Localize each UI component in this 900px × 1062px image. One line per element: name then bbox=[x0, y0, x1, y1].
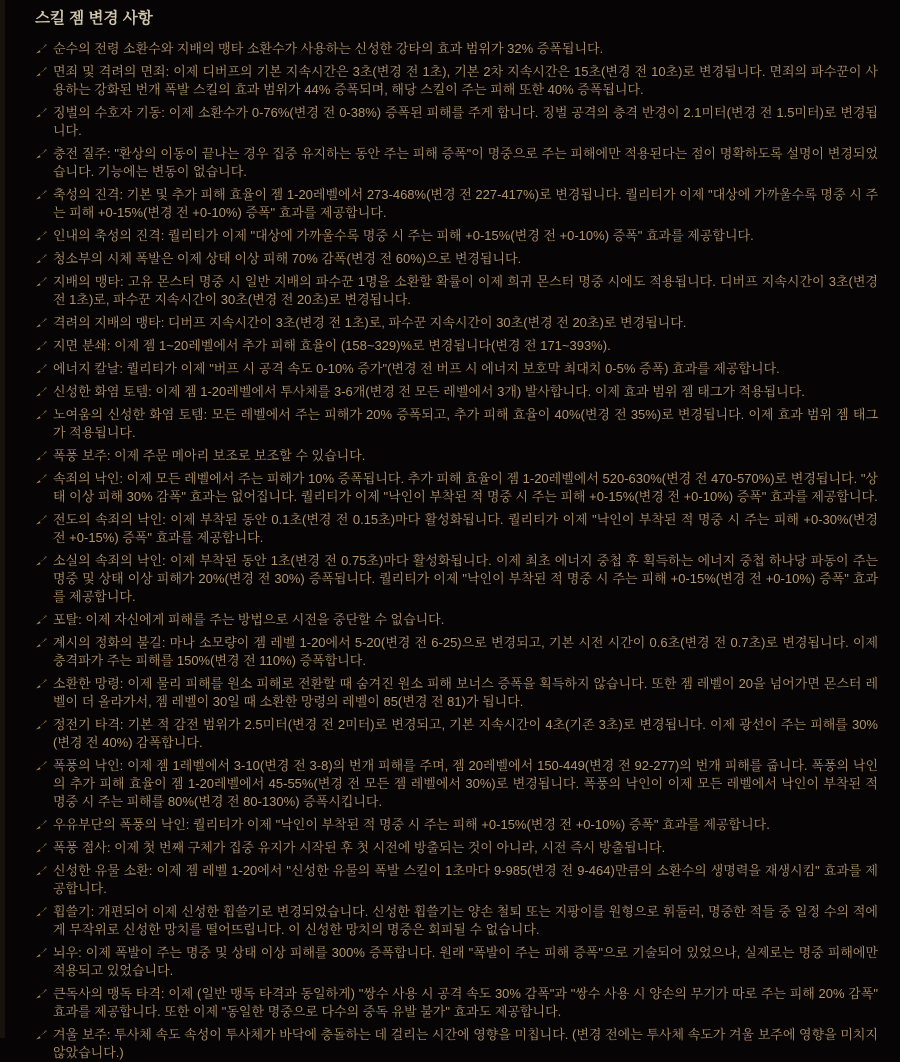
change-note-text: 신성한 유물 소환: 이제 젬 레벨 1-20에서 "신성한 유물의 폭발 스킬이 1초마다 9-985(변경 전 9-464)만큼의 소환수의 생명력을 재생시킴" 효과를 제공합니다. bbox=[53, 863, 878, 896]
arrow-bullet-icon bbox=[35, 254, 48, 265]
change-note-text: 겨울 보주: 투사체 속도 속성이 투사체가 바닥에 충돌하는 데 걸리는 시간에 영향을 미칩니다. (변경 전에는 투사체 속도가 겨울 보주에 영향을 미치지 않았습니다.) bbox=[53, 1027, 878, 1060]
arrow-bullet-icon bbox=[35, 231, 48, 242]
change-note-text: 뇌우: 이제 폭발이 주는 명중 및 상태 이상 피해를 300% 증폭합니다. 원래 "폭발이 주는 피해 증폭"으로 기술되어 있었으나, 실제로는 명중 피해에만 적용되고 있었습니다. bbox=[53, 945, 878, 978]
change-note-text: 지면 분쇄: 이제 젬 1~20레벨에서 추가 피해 효율이 (158~329)%로 변경됩니다(변경 전 171~393%). bbox=[53, 338, 611, 353]
arrow-bullet-icon bbox=[35, 907, 48, 918]
arrow-bullet-icon bbox=[35, 44, 48, 55]
list-item bbox=[35, 944, 878, 980]
change-note-text: 노여움의 신성한 화염 토템: 모든 레벨에서 주는 피해가 20% 증폭되고, 추가 피해 효율이 40%(변경 전 35%)로 변경됩니다. 이제 효과 범위 젬 태그가 적용됩니다. bbox=[53, 407, 878, 440]
list-item bbox=[35, 40, 878, 58]
arrow-bullet-icon bbox=[35, 341, 48, 352]
change-note-text: 폭풍의 낙인: 이제 젬 1레벨에서 3-10(변경 전 3-8)의 번개 피해를 주며, 젬 20레벨에서 150-449(변경 전 92-277)의 번개 피해를 줍니다. 폭풍의 낙인의 추가 피해 효율이 젬 1-20레벨에서 45-55%(변경 전 모든 젬 레벨에서 30%)로 변경됩니다. 폭풍의 낙인이 이제 모든 레벨에서 낙인이 부착된 적 명중 시 주는 피해를 80%(변경 전 80-130%) 증폭시킵니다. bbox=[53, 758, 878, 809]
list-item bbox=[35, 470, 878, 506]
change-note-text: 포탈: 이제 자신에게 피해를 주는 방법으로 시전을 중단할 수 없습니다. bbox=[53, 612, 445, 627]
list-item bbox=[35, 145, 878, 181]
change-note-text: 폭풍 보주: 이제 주문 메아리 보조로 보조할 수 있습니다. bbox=[53, 448, 366, 463]
change-note-text: 인내의 축성의 진격: 퀄리티가 이제 "대상에 가까울수록 명중 시 주는 피해 +0-15%(변경 전 +0-10%) 증폭" 효과를 제공합니다. bbox=[53, 228, 754, 243]
change-note-text: 소실의 속죄의 낙인: 이제 부착된 동안 1초(변경 전 0.75초)마다 활성화됩니다. 이제 최초 에너지 중첩 후 획득하는 에너지 중첩 하나당 파동이 주는 명중 및 상태 이상 피해가 20%(변경 전 30%) 증폭됩니다. 퀄리티가 이제 "낙인이 부착된 적 명중 시 주는 피해 +0-15%(변경 전 +0-10%) 증폭" 효과를 제공합니다. bbox=[53, 553, 878, 604]
list-item bbox=[35, 611, 878, 629]
arrow-bullet-icon bbox=[35, 474, 48, 485]
arrow-bullet-icon bbox=[35, 364, 48, 375]
arrow-bullet-icon bbox=[35, 277, 48, 288]
change-note-text: 에너지 칼날: 퀄리티가 이제 "버프 시 공격 속도 0-10% 증가"(변경 전 버프 시 에너지 보호막 최대치 0-5% 증폭) 효과를 제공합니다. bbox=[53, 361, 780, 376]
arrow-bullet-icon bbox=[35, 149, 48, 160]
arrow-bullet-icon bbox=[35, 410, 48, 421]
arrow-bullet-icon bbox=[35, 720, 48, 731]
list-item bbox=[35, 383, 878, 401]
list-item bbox=[35, 314, 878, 332]
arrow-bullet-icon bbox=[35, 318, 48, 329]
change-list bbox=[35, 40, 878, 1062]
list-item bbox=[35, 675, 878, 711]
arrow-bullet-icon bbox=[35, 190, 48, 201]
arrow-bullet-icon bbox=[35, 843, 48, 854]
page-edge-strip bbox=[0, 0, 5, 1038]
change-note-text: 순수의 전령 소환수와 지배의 맹타 소환수가 사용하는 신성한 강타의 효과 범위가 32% 증폭됩니다. bbox=[53, 41, 604, 56]
change-note-text: 전도의 속죄의 낙인: 이제 부착된 동안 0.1초(변경 전 0.15초)마다 활성화됩니다. 퀄리티가 이제 "낙인이 부착된 적 명중 시 주는 피해 +0-30%(변경 전 +0-15%) 증폭" 효과를 제공합니다. bbox=[53, 512, 878, 545]
arrow-bullet-icon bbox=[35, 387, 48, 398]
arrow-bullet-icon bbox=[35, 1030, 48, 1041]
list-item bbox=[35, 816, 878, 834]
change-note-text: 폭풍 점사: 이제 첫 번째 구체가 집중 유지가 시작된 후 첫 시전에 방출되는 것이 아니라, 시전 즉시 방출됩니다. bbox=[53, 840, 666, 855]
list-item bbox=[35, 250, 878, 268]
list-item bbox=[35, 104, 878, 140]
arrow-bullet-icon bbox=[35, 761, 48, 772]
arrow-bullet-icon bbox=[35, 451, 48, 462]
change-note-text: 정전기 타격: 기본 적 감전 범위가 2.5미터(변경 전 2미터)로 변경되고, 기본 지속시간이 4초(기존 3초)로 변경됩니다. 이제 광선이 주는 피해를 30%(변경 전 40%) 감폭합니다. bbox=[53, 717, 878, 750]
arrow-bullet-icon bbox=[35, 615, 48, 626]
change-note-text: 속죄의 낙인: 이제 모든 레벨에서 주는 피해가 10% 증폭됩니다. 추가 피해 효율이 젬 1-20레벨에서 520-630%(변경 전 470-570%)로 변경됩니다. "상태 이상 피해 30% 감폭" 효과는 없어집니다. 퀄리티가 이제 "낙인이 부착된 적 명중 시 주는 피해 +0-15%(변경 전 +0-10%) 증폭" 효과를 제공합니다. bbox=[53, 471, 878, 504]
list-item bbox=[35, 716, 878, 752]
arrow-bullet-icon bbox=[35, 108, 48, 119]
page-title: 스킬 젬 변경 사항 bbox=[35, 10, 153, 27]
list-item bbox=[35, 360, 878, 378]
change-note-text: 신성한 화염 토템: 이제 젬 1-20레벨에서 투사체를 3-6개(변경 전 모든 레벨에서 3개) 발사합니다. 이제 효과 범위 젬 태그가 적용됩니다. bbox=[53, 384, 805, 399]
list-item bbox=[35, 186, 878, 222]
change-note-text: 휩쓸기: 개편되어 이제 신성한 휩쓸기로 변경되었습니다. 신성한 휩쓸기는 양손 철퇴 또는 지팡이를 원형으로 휘둘러, 명중한 적들 중 일정 수의 적에게 무작위로 신성한 망치를 떨어뜨립니다. 이 신성한 망치의 명중은 회피될 수 없습니다. bbox=[53, 904, 878, 937]
arrow-bullet-icon bbox=[35, 866, 48, 877]
list-item bbox=[35, 273, 878, 309]
list-item bbox=[35, 447, 878, 465]
list-item bbox=[35, 903, 878, 939]
list-item bbox=[35, 839, 878, 857]
arrow-bullet-icon bbox=[35, 556, 48, 567]
change-note-text: 지배의 맹타: 고유 몬스터 명중 시 일반 지배의 파수꾼 1명을 소환할 확률이 이제 희귀 몬스터 명중 시에도 적용됩니다. 디버프 지속시간이 3초(변경 전 1초)로, 파수꾼 지속시간이 30초(변경 전 20초)로 변경됩니다. bbox=[53, 274, 878, 307]
change-note-text: 면죄 및 격려의 면죄: 이제 디버프의 기본 지속시간은 3초(변경 전 1초), 기본 2차 지속시간은 15초(변경 전 10초)로 변경됩니다. 면죄의 파수꾼이 사용하는 강화된 번개 폭발 스킬의 효과 범위가 44% 증폭되며, 해당 스킬이 주는 피해 또한 40% 증폭됩니다. bbox=[53, 64, 878, 97]
list-item bbox=[35, 757, 878, 811]
change-note-text: 우유부단의 폭풍의 낙인: 퀄리티가 이제 "낙인이 부착된 적 명중 시 주는 피해 +0-15%(변경 전 +0-10%) 증폭" 효과를 제공합니다. bbox=[53, 817, 770, 832]
change-note-text: 큰독사의 맹독 타격: 이제 (일반 맹독 타격과 동일하게) "쌍수 사용 시 공격 속도 30% 감폭"과 "쌍수 사용 시 양손의 무기가 따로 주는 피해 20% 감폭" 효과를 제공합니다. 또한 이제 "동일한 명중으로 다수의 중독 유발 불가" 효과도 제공합니다. bbox=[53, 986, 878, 1019]
arrow-bullet-icon bbox=[35, 989, 48, 1000]
change-note-text: 격려의 지배의 맹타: 디버프 지속시간이 3초(변경 전 1초)로, 파수꾼 지속시간이 30초(변경 전 20초)로 변경됩니다. bbox=[53, 315, 687, 330]
list-item bbox=[35, 511, 878, 547]
arrow-bullet-icon bbox=[35, 820, 48, 831]
list-item bbox=[35, 985, 878, 1021]
change-note-text: 충전 질주: "환상의 이동이 끝나는 경우 집중 유지하는 동안 주는 피해 증폭"이 명중으로 주는 피해에만 적용된다는 점이 명확하도록 설명이 변경되었습니다. 기능에는 변동이 없습니다. bbox=[53, 146, 878, 179]
list-item bbox=[35, 63, 878, 99]
arrow-bullet-icon bbox=[35, 638, 48, 649]
list-item bbox=[35, 227, 878, 245]
change-note-text: 축성의 진격: 기본 및 추가 피해 효율이 젬 1-20레벨에서 273-468%(변경 전 227-417%)로 변경됩니다. 퀄리티가 이제 "대상에 가까울수록 명중 시 주는 피해 +0-15%(변경 전 +0-10%) 증폭" 효과를 제공합니다. bbox=[53, 187, 878, 220]
list-item bbox=[35, 552, 878, 606]
arrow-bullet-icon bbox=[35, 679, 48, 690]
list-item bbox=[35, 337, 878, 355]
change-note-text: 계시의 정화의 불길: 마나 소모량이 젬 레벨 1-20에서 5-20(변경 전 6-25)으로 변경되고, 기본 시전 시간이 0.6초(변경 전 0.7초)로 변경됩니다. 이제 충격파가 주는 피해를 150%(변경 전 110%) 증폭합니다. bbox=[53, 635, 878, 668]
arrow-bullet-icon bbox=[35, 948, 48, 959]
list-item bbox=[35, 862, 878, 898]
list-item bbox=[35, 634, 878, 670]
arrow-bullet-icon bbox=[35, 67, 48, 78]
arrow-bullet-icon bbox=[35, 515, 48, 526]
change-note-text: 징벌의 수호자 기동: 이제 소환수가 0-76%(변경 전 0-38%) 증폭된 피해를 주게 합니다. 징벌 공격의 충격 반경이 2.1미터(변경 전 1.5미터)로 변경됩니다. bbox=[53, 105, 878, 138]
change-note-text: 소환한 망령: 이제 물리 피해를 원소 피해로 전환할 때 숨겨진 원소 피해 보너스 증폭을 획득하지 않습니다. 또한 젬 레벨이 20을 넘어가면 몬스터 레벨이 더 올라가서, 젬 레벨이 30일 때 소환한 망령의 레벨이 85(변경 전 81)가 됩니다. bbox=[53, 676, 878, 709]
list-item bbox=[35, 406, 878, 442]
change-note-text: 청소부의 시체 폭발은 이제 상태 이상 피해 70% 감폭(변경 전 60%)으로 변경됩니다. bbox=[53, 251, 522, 266]
list-item bbox=[35, 1026, 878, 1062]
